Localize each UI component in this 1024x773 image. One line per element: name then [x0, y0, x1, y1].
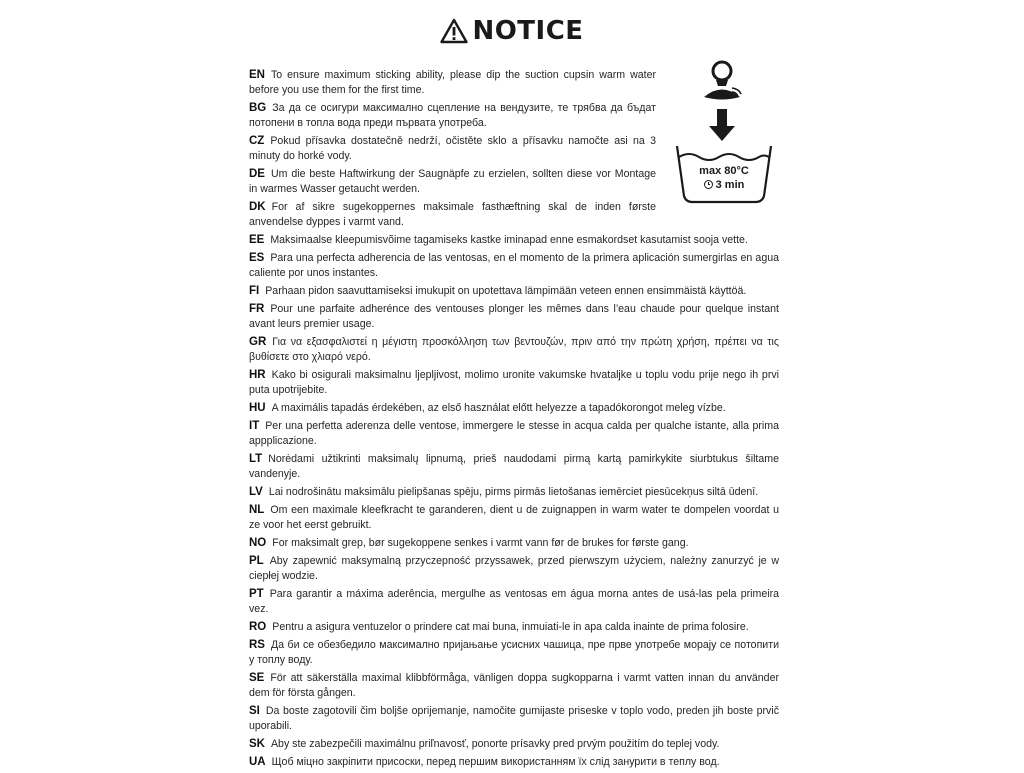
language-code: CZ — [249, 135, 265, 147]
notice-text: Parhaan pidon saavuttamiseksi imukupit on upotettava lämpimään veteen ennen ensimmäistä käyttöä. — [265, 285, 747, 297]
language-notice-list — [249, 68, 779, 773]
notice-text: A maximális tapadás érdekében, az első használat előtt helyezze a tapadókorongot meleg vízbe. — [271, 402, 726, 414]
language-code: UA — [249, 756, 266, 768]
notice-text: Kako bi osigurali maksimalnu ljepljivost, molimo uronite vakumske hvataljke u toplu vodu prije nego ih prvi puta upotrijebite. — [249, 369, 779, 396]
notice-text: To ensure maximum sticking ability, please dip the suction cupsin warm water before you use them for the first time. — [249, 69, 656, 96]
notice-text: Pour une parfaite adherénce des ventouses plonger les mêmes dans l’eau chaude pour quelque instant avant leurs premier usage. — [249, 303, 779, 330]
language-code: ES — [249, 252, 265, 264]
notice-text: Pokud přísavka dostatečně nedrží, očistěte sklo a přísavku namočte asi na 3 minuty do horké vody. — [249, 135, 656, 162]
list-item — [249, 419, 779, 449]
notice-text: Aby zapewnić maksymalną przyczepność przyssawek, przed pierwszym użyciem, należny zanurzyć je w ciepłej wodzie. — [249, 555, 779, 582]
language-code: NL — [249, 504, 265, 516]
list-item — [249, 503, 779, 533]
language-code: SE — [249, 672, 265, 684]
notice-text: Norėdami užtikrinti maksimalų lipnumą, prieš naudodami pirmą kartą pamirkykite siurbtukus šiltame vandenyje. — [249, 453, 779, 480]
list-item — [249, 68, 656, 98]
list-item — [249, 233, 779, 248]
list-item — [249, 251, 779, 281]
list-item — [249, 134, 656, 164]
language-code: FI — [249, 285, 260, 297]
list-item — [249, 620, 779, 635]
notice-text: Да би се обезбедило максимално пријањање усисних чашица, пре прве употребе морају се потопити у топлу воду. — [249, 639, 779, 666]
time-value: 3 min — [715, 179, 745, 191]
language-code: EN — [249, 69, 265, 81]
notice-text: Pentru a asigura ventuzelor o prindere cat mai buna, inmuiati-le in apa calda inainte de prima folosire. — [272, 621, 749, 633]
list-item — [249, 587, 779, 617]
list-item — [249, 284, 779, 299]
language-code: GR — [249, 336, 267, 348]
page-title: NOTICE — [472, 16, 584, 46]
notice-text: Lai nodrošinātu maksimālu pielipšanas spēju, pirms pirmās lietošanas iemērciet piesūcekņus siltā ūdenī. — [268, 486, 759, 498]
language-code: HU — [249, 402, 266, 414]
language-code: SI — [249, 705, 260, 717]
language-code: BG — [249, 102, 267, 114]
notice-text: Para garantir a máxima aderência, mergulhe as ventosas em água morna antes de usá-las pela primeira vez. — [249, 588, 779, 615]
language-code: RO — [249, 621, 267, 633]
list-item — [249, 302, 779, 332]
notice-text: Um die beste Haftwirkung der Saugnäpfe zu erzielen, sollten diese vor Montage in warmes Wasser getaucht werden. — [249, 168, 656, 195]
list-item — [249, 452, 779, 482]
list-item — [249, 167, 656, 197]
notice-text: Per una perfetta aderenza delle ventose, immergere le stesse in acqua calda per qualche istante, alla prima appplicazione. — [249, 420, 779, 447]
language-code: NO — [249, 537, 267, 549]
notice-text: За да се осигури максимално сцепление на вендузите, те трябва да бъдат потопени в топла вода преди първата употреба. — [249, 102, 656, 129]
list-item — [249, 536, 779, 551]
list-item — [249, 200, 656, 230]
notice-text: Para una perfecta adherencia de las ventosas, en el momento de la primera aplicación sumergirlas en agua caliente por unos instantes. — [249, 252, 779, 279]
notice-text: Om een maximale kleefkracht te garanderen, dient u de zuignappen in warm water te dompelen voordat u ze voor het eerst gebruikt. — [249, 504, 779, 531]
language-code: EE — [249, 234, 265, 246]
language-code: IT — [249, 420, 260, 432]
notice-text: Για να εξασφαλιστεί η μέγιστη προσκόλληση των βεντουζών, πριν από την πρώτη χρήση, πρέπει να τις βυθίσετε στο χλιαρό νερό. — [249, 336, 779, 363]
notice-text: Щоб міцно закріпити присоски, перед першим використанням їх слід занурити в теплу вод. — [271, 756, 720, 768]
notice-text: Maksimaalse kleepumisvõime tagamiseks kastke iminapad enne esmakordset kasutamist sooja vette. — [270, 234, 748, 246]
list-item — [249, 401, 779, 416]
list-item — [249, 737, 779, 752]
notice-text: For af sikre sugekoppernes maksimale fasthæftning skal de inden første anvendelse dyppes i varmt vand. — [249, 201, 656, 228]
temperature-label: max 80°C — [699, 165, 749, 177]
language-code: LV — [249, 486, 263, 498]
language-code: HR — [249, 369, 266, 381]
list-item — [249, 335, 779, 365]
list-item — [249, 638, 779, 668]
language-code: DK — [249, 201, 266, 213]
language-code: SK — [249, 738, 265, 750]
notice-text: Aby ste zabezpečili maximálnu priľnavosť, ponorte prísavky pred prvým použitím do teplej vody. — [270, 738, 720, 750]
warning-triangle-icon — [440, 18, 468, 44]
list-item — [249, 704, 779, 734]
notice-text: För att säkerställa maximal klibbförmåga, vänligen doppa sugkopparna i varmt vatten innan du använder dem för första gången. — [249, 672, 779, 699]
notice-text: Da boste zagotovili čim boljše oprijemanje, namočite gumijaste priseske v toplo vodo, preden jih boste prvič uporabili. — [249, 705, 779, 732]
language-code: DE — [249, 168, 265, 180]
list-item — [249, 485, 779, 500]
language-code: LT — [249, 453, 263, 465]
notice-text: For maksimalt grep, bør sugekoppene senkes i varmt vann før de brukes for første gang. — [272, 537, 689, 549]
language-code: FR — [249, 303, 265, 315]
language-code: RS — [249, 639, 265, 651]
list-item — [249, 671, 779, 701]
notice-header — [0, 16, 1024, 46]
list-item — [249, 368, 779, 398]
list-item — [249, 101, 656, 131]
list-item — [249, 554, 779, 584]
language-code: PL — [249, 555, 264, 567]
language-code: PT — [249, 588, 264, 600]
